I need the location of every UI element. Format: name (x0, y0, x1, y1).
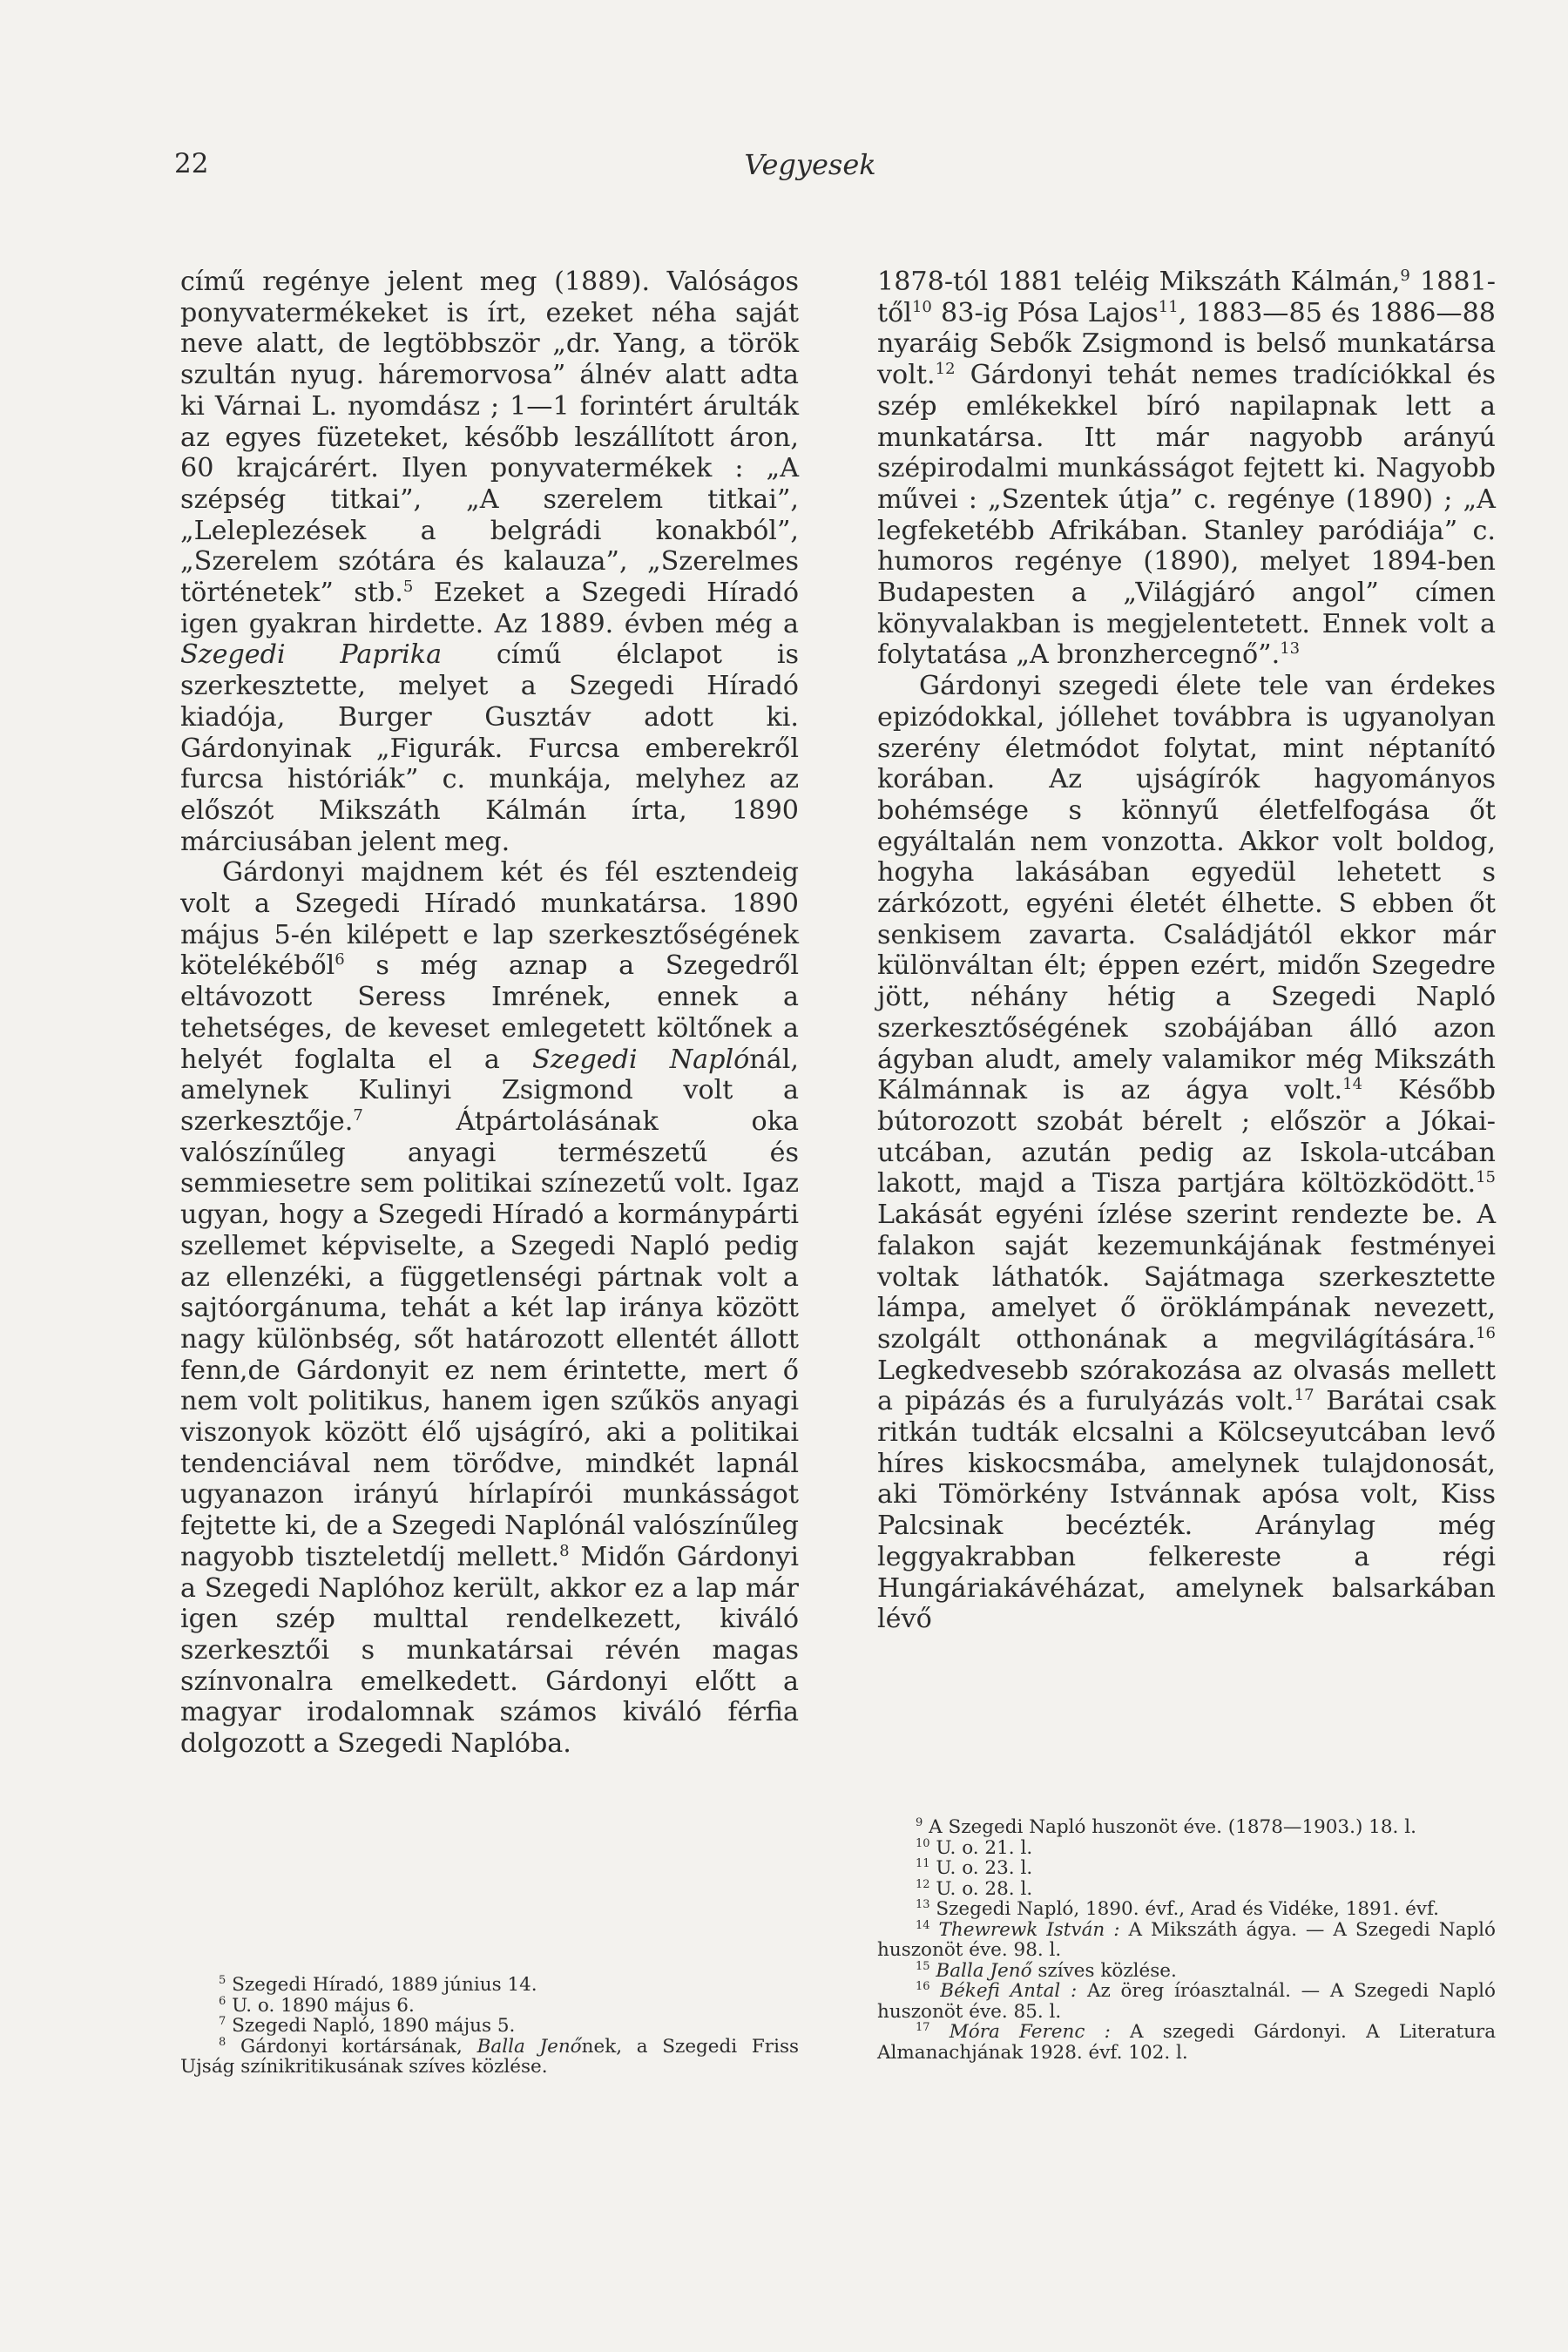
footnote-reference: 15 (1476, 1168, 1496, 1187)
paragraph (180, 857, 799, 1759)
text-run: című élclapot is szerkesztette, melyet a Szegedi Híradó kiadója, Burger Gusztáv adott ki. Gárdonyinak „Figurák. Furcsa emberekről furcsa históriák” c. munkája, melyhez az előszót Mikszáth Kálmán írta, 1890 márciusában jelent meg. (180, 639, 799, 857)
footnote-reference: 11 (1158, 297, 1179, 316)
footnote-reference: 14 (916, 1918, 930, 1932)
text-run: Gárdonyi majdnem két és fél esztendeig volt a Szegedi Híradó munkatársa. 1890 május 5-én kilépett e lap szerkesztőségének kötelékéből (180, 857, 799, 982)
italic-text: Balla Jenő (936, 1959, 1032, 1982)
text-run: A szegedi Gárdonyi. A Literatura Almanachjának 1928. évf. 102. l. (877, 2021, 1497, 2064)
footnote-reference: 16 (916, 1979, 930, 1993)
text-run: Szegedi Napló, 1890. évf., Arad és Vidéke, 1891. évf. (929, 1898, 1439, 1920)
text-run: s még aznap a Szegedről eltávozott Seress Imrének, ennek a tehetséges, de keveset emlegetett költőnek a helyét foglalta el a (180, 950, 799, 1075)
italic-text: Móra Ferenc : (949, 2021, 1111, 2043)
text-run: nek, a Szegedi Friss Ujság színikritikusának szíves közlése. (180, 2035, 800, 2078)
footnote-reference: 17 (1294, 1386, 1315, 1405)
footnote-reference: 14 (1342, 1075, 1363, 1094)
text-run: U. o. 1890 május 6. (226, 1994, 415, 2017)
text-run: Legkedvesebb szórakozása az olvasás mellett a pipázás és a furulyázás volt. (877, 1355, 1496, 1417)
italic-text: Szegedi Paprika (180, 639, 443, 671)
text-run: Midőn Gárdonyi a Szegedi Naplóhoz került, akkor ez a lap már igen szép multtal rendelkezett, kiváló szerkesztői s munkatársai révén magas színvonalra emelkedett. Gárdonyi előtt a magyar irodalomnak számos kiváló férfia dolgozott a Szegedi Naplóba. (180, 1541, 799, 1760)
footnotes-left (180, 1975, 799, 2078)
footnote (180, 1975, 799, 1996)
footnote-reference: 9 (1400, 266, 1410, 285)
text-run: Átpártolásának oka valószínűleg anyagi természetű és semmiesetre sem politikai színezetű volt. Igaz ugyan, hogy a Szegedi Híradó a kormánypárti szellemet képviselte, a Szegedi Napló pedig az ellenzéki, a függetlenségi pártnak volt a sajtóorgánuma, tehát a két lap iránya között nagy különbség, sőt határozott ellentét állott fenn,de Gárdonyit ez nem érintette, mert ő nem volt politikus, hanem igen szűkös anyagi viszonyok között élő ujságíró, aki a politikai tendenciával nem törődve, mindkét lapnál ugyanazon irányú hírlapírói munkásságot fejtette ki, de a Szegedi Naplónál valószínűleg nagyobb tiszteletdíj mellett. (180, 1105, 799, 1572)
footnote-reference: 7 (219, 2014, 226, 2028)
text-run: A Szegedi Napló huszonöt éve. (1878—1903.) 18. l. (923, 1816, 1416, 1838)
running-head (174, 148, 1446, 183)
footnote-reference: 9 (916, 1815, 923, 1829)
text-run: Szegedi Híradó, 1889 június 14. (226, 1974, 537, 1996)
footnote (180, 2037, 799, 2078)
italic-text: Thewrewk István : (938, 1918, 1120, 1941)
italic-text: Békefi Antal : (940, 1980, 1078, 2002)
text-run: Gárdonyi szegedi élete tele van érdekes epizódokkal, jóllehet továbbra is ugyanolyan szerény életmódot folytat, mint néptanító korában. Az ujságírók hagyományos bohémsége s könnyű életfelfogása őt egyáltalán nem vonzotta. Akkor volt boldog, hogyha lakásában egyedül lehetett s zárkózott, egyéni életét élhette. S ebben őt senkisem zavarta. Családjától ekkor már különváltan élt; éppen ezért, midőn Szegedre jött, néhány hétig a Szegedi Napló szerkesztőségének szobájában álló azon ágyban aludt, amely valamikor még Mikszáth Kálmánnak is az ágya volt. (877, 671, 1496, 1106)
footnote-reference: 6 (335, 950, 345, 970)
footnote (877, 1838, 1496, 1859)
footnote (877, 1858, 1496, 1879)
paragraph (877, 267, 1496, 671)
footnote-reference: 15 (916, 1959, 930, 1973)
footnote-reference: 6 (219, 1994, 226, 2008)
footnote (877, 1879, 1496, 1900)
text-run: szíves közlése. (1031, 1959, 1177, 1982)
footnote-reference: 12 (935, 360, 956, 379)
footnote-reference: 5 (219, 1973, 226, 1987)
footnote-reference: 16 (1476, 1323, 1496, 1342)
italic-text: Balla Jenő (476, 2035, 582, 2058)
footnote-reference: 8 (559, 1541, 570, 1560)
footnote-reference: 8 (219, 2035, 226, 2049)
footnote-reference: 10 (916, 1836, 930, 1850)
text-run: 1878-tól 1881 teléig Mikszáth Kálmán, (877, 267, 1401, 297)
footnote-reference: 12 (916, 1877, 930, 1891)
text-run: Az öreg íróasztalnál. — A Szegedi Napló huszonöt éve. 85. l. (877, 1980, 1496, 2023)
footnote-reference: 11 (916, 1856, 930, 1870)
footnote-reference: 13 (916, 1897, 930, 1911)
footnote-reference: 5 (402, 577, 414, 596)
running-title: Vegyesek (744, 148, 876, 181)
text-run: Szegedi Napló, 1890 május 5. (226, 2015, 516, 2037)
footnote (180, 2016, 799, 2037)
paragraph (877, 671, 1496, 1635)
text-run: Lakását egyéni ízlése szerint rendezte be. A falakon saját kezemunkájának festményei voltak láthatók. Sajátmaga szerkesztette lámpa, amelyet ő öröklámpának nevezett, szolgált otthonának a megvilágítására. (877, 1200, 1496, 1355)
text-run: 83-ig Pósa Lajos (931, 297, 1159, 328)
footnotes-right (877, 1817, 1496, 2063)
footnote (877, 1817, 1496, 1838)
footnote-reference: 10 (911, 297, 932, 316)
text-run: Ezeket a Szegedi Híradó igen gyakran hirdette. Az 1889. évben még a (180, 578, 799, 639)
text-run: Gárdonyi tehát nemes tradíciókkal és szép emlékekkel bíró napilapnak lett a munkatársa. Itt már nagyobb arányú szépirodalmi munkásságot fejtett ki. Nagyobb művei : „Szentek útja” c. regénye (1890) ; „A legfeketébb Afrikában. Stanley paródiája” c. humoros regénye (1890), melyet 1894-ben Budapesten a „Világjáró angol” címen könyvalakban is megjelentetett. Ennek volt a folytatása „A bronzhercegnő”. (877, 360, 1496, 671)
text-run: A Mikszáth ágya. — A Szegedi Napló huszonöt éve. 98. l. (877, 1918, 1496, 1961)
footnote (877, 2022, 1496, 2063)
footnote-reference: 7 (353, 1105, 363, 1125)
footnote (877, 1899, 1496, 1920)
footnote (877, 1920, 1496, 1961)
text-run (930, 1919, 939, 1941)
footnote-reference: 13 (1280, 639, 1301, 659)
paragraph (180, 267, 799, 857)
page-number: 22 (174, 148, 209, 179)
text-run: Gárdonyi kortársának, (226, 2035, 477, 2058)
text-run: U. o. 28. l. (929, 1877, 1033, 1900)
footnote (180, 1996, 799, 2017)
text-run: U. o. 21. l. (929, 1836, 1033, 1859)
text-run: című regénye jelent meg (1889). Valóságos ponyvatermékeket is írt, ezeket néha saját neve alatt, de legtöbbször „dr. Yang, a török szultán nyug. háremorvosa” álnév alatt adta ki Várnai L. nyomdász ; 1—1 forintért árulták az egyes füzeteket, később leszállított áron, 60 krajcárért. Ilyen ponyvatermékek : „A szépség titkai”, „A szerelem titkai”, „Leleplezések a belgrádi konakból”, „Szerelem szótára és kalauza”, „Szerelmes történetek” stb. (180, 267, 799, 609)
text-run (930, 2021, 950, 2043)
footnote-reference: 17 (916, 2020, 930, 2034)
text-run: Később bútorozott szobát bérelt ; először a Jókai-utcában, azután pedig az Iskola-utcában lakott, majd a Tisza partjára költözködött. (877, 1075, 1496, 1200)
footnote (877, 1981, 1496, 2022)
text-run: 1881-től (877, 267, 1496, 328)
text-run: U. o. 23. l. (929, 1857, 1033, 1879)
text-run (930, 1980, 941, 2002)
italic-text: Szegedi Napló (532, 1044, 750, 1075)
text-run: Barátai csak ritkán tudták elcsalni a Kölcseyutcában levő híres kiskocsmába, amelynek tulajdonosát, aki Tömörkény Istvánnak apósa volt, Kiss Palcsinak becézték. Aránylag még leggyakrabban felkereste a régi Hungáriakávéházat, amelynek balsarkában lévő (877, 1386, 1496, 1635)
left-column (180, 267, 799, 1760)
text-run: nál, amelynek Kulinyi Zsigmond volt a szerkesztője. (180, 1044, 799, 1137)
right-column (877, 267, 1496, 1635)
footnote (877, 1961, 1496, 1982)
text-run: , 1883—85 és 1886—88 nyaráig Sebők Zsigmond is belső munkatársa volt. (877, 297, 1497, 391)
